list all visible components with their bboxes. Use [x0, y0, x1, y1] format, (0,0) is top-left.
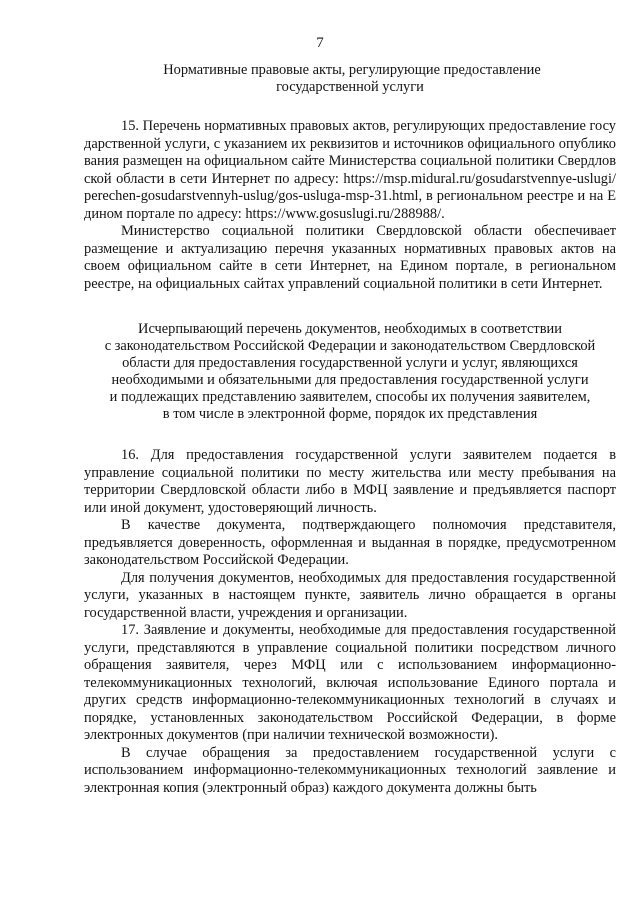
paragraph-16: 16. Для предоставления государственной услуги заявителем подается в управление социальной политики по месту жительства или месту пребывания на территории Свердловской области либо в МФЦ заявление и предъявляется паспорт или иной документ, удостоверяющий личность. — [84, 447, 616, 516]
paragraph-electronic-submission: В случае обращения за предоставлением государственной услуги с использованием информационно-телекоммуникационных технологий заявление и электронная копия (электронный образ) каждого документа должны быть — [84, 744, 616, 796]
section-title-line-2: государственной услуги — [276, 79, 424, 95]
section-title-line-1: Нормативные правовые акты, регулирующие предоставление — [163, 62, 541, 78]
documents-title-line-3: области для предоставления государственной услуги и услуг, являющихся — [122, 355, 578, 371]
documents-title-line-6: в том числе в электронной форме, порядок их представления — [162, 406, 538, 422]
paragraph-15: 15. Перечень нормативных правовых актов, регулирующих предоставление государственной услуги, с указанием их реквизитов и источников официального опубликования размещен на официальном сайте Министерства социальной политики Свердловской области в сети Интернет по адресу: https://msp.midural.ru/gosudarstvennye-uslugi/perechen-gosudarstvennyh-uslug/gos-usluga-msp-31.html, в региональном реестре и на Едином портале по адресу: https://www.gosuslugi.ru/288988/. — [84, 118, 616, 222]
page-number: 7 — [316, 35, 324, 51]
documents-title-line-2: с законодательством Российской Федерации и законодательством Свердловской — [104, 338, 596, 354]
documents-title-line-4: необходимыми и обязательными для предоставления государственной услуги — [111, 372, 589, 388]
page-content — [84, 62, 616, 797]
documents-title-line-1: Исчерпывающий перечень документов, необходимых в соответствии — [138, 321, 562, 337]
documents-title-line-5: и подлежащих представлению заявителем, способы их получения заявителем, — [109, 389, 591, 405]
paragraph-17: 17. Заявление и документы, необходимые для предоставления государственной услуги, представляются в управление социальной политики посредством личного обращения заявителя, через МФЦ или с использованием информационно-телекоммуникационных технологий, включая использование Единого портала и других средств информационно-телекоммуникационных технологий в случаях и порядке, установленных законодательством Российской Федерации, в форме электронных документов (при наличии технической возможности). — [84, 622, 616, 743]
paragraph-ministry-publication: Министерство социальной политики Свердловской области обеспечивает размещение и актуализацию перечня указанных нормативных правовых актов на своем официальном сайте в сети Интернет, на Едином портале, в региональном реестре, на официальных сайтах управлений социальной политики в сети Интернет. — [84, 223, 616, 292]
paragraph-obtaining-documents: Для получения документов, необходимых для предоставления государственной услуги, указанных в настоящем пункте, заявитель лично обращается в органы государственной власти, учреждения и организации. — [84, 569, 616, 621]
paragraph-representative: В качестве документа, подтверждающего полномочия представителя, предъявляется доверенность, оформленная и выданная в порядке, предусмотренном законодательством Российской Федерации. — [84, 517, 616, 568]
